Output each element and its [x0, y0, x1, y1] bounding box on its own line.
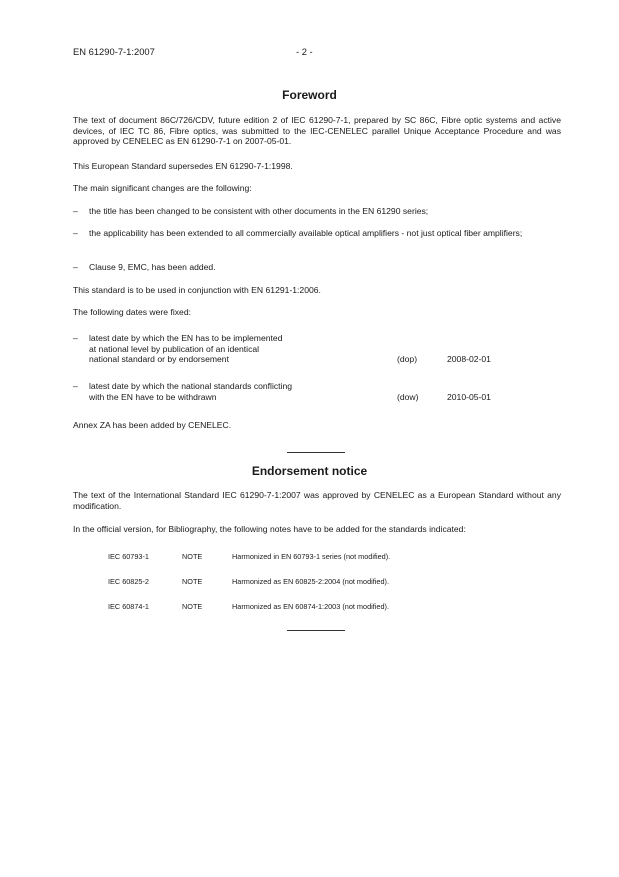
foreword-intro-paragraph: The text of document 86C/726/CDV, future edition 2 of IEC 61290-7-1, prepared by SC 86C, Fibre optic systems and active devices, of IEC TC 86, Fibre optics, was submitted to the IEC-CENELEC parallel Unique Acceptance Procedure and was approved by CENELEC as EN 61290-7-1 on 2007-05-01. [73, 115, 561, 147]
change-item-text: the applicability has been extended to all commercially available optical amplifiers - not just optical fiber amplifiers; [89, 228, 523, 238]
note-standard: IEC 60825-2 [108, 577, 149, 586]
date-item-abbreviation: (dow) [397, 392, 419, 402]
foreword-heading: Foreword [282, 88, 337, 102]
date-item-description [89, 381, 389, 402]
date-item-dop [73, 333, 561, 367]
change-item-text: Clause 9, EMC, has been added. [89, 262, 216, 272]
date-item-date: 2010-05-01 [447, 392, 491, 402]
dash-marker: – [73, 206, 78, 216]
dash-marker: – [73, 262, 78, 272]
date-item-line: with the EN have to be withdrawn [89, 391, 217, 402]
note-text: Harmonized as EN 60825-2:2004 (not modified). [232, 577, 389, 586]
note-label: NOTE [182, 602, 203, 611]
date-item-date: 2008-02-01 [447, 354, 491, 364]
date-item-line: latest date by which the EN has to be implemented [89, 333, 283, 343]
date-item-line: at national level by publication of an identical [89, 343, 260, 354]
bibliography-intro-paragraph: In the official version, for Bibliography, the following notes have to be added for the standards indicated: [73, 524, 466, 534]
bibliography-note-row [108, 602, 528, 612]
dash-marker: – [73, 333, 78, 343]
bibliography-note-row [108, 577, 528, 587]
bibliography-note-row [108, 552, 528, 562]
changes-intro-paragraph: The main significant changes are the following: [73, 183, 252, 193]
dates-intro-paragraph: The following dates were fixed: [73, 307, 191, 317]
note-standard: IEC 60874-1 [108, 602, 149, 611]
supersedes-paragraph: This European Standard supersedes EN 61290-7-1:1998. [73, 161, 293, 171]
dash-marker: – [73, 381, 78, 391]
annex-paragraph: Annex ZA has been added by CENELEC. [73, 420, 232, 430]
change-item [73, 228, 561, 239]
note-text: Harmonized as EN 60874-1:2003 (not modified). [232, 602, 389, 611]
dash-marker: – [73, 228, 78, 238]
header-document-id: EN 61290-7-1:2007 [73, 46, 155, 57]
end-divider [287, 630, 345, 631]
change-item-text: the title has been changed to be consistent with other documents in the EN 61290 series; [89, 206, 429, 216]
note-standard: IEC 60793-1 [108, 552, 149, 561]
header-page-number: - 2 - [296, 46, 313, 57]
note-label: NOTE [182, 577, 203, 586]
change-item [73, 262, 561, 273]
date-item-line: national standard or by endorsement [89, 354, 229, 365]
date-item-line: latest date by which the national standards conflicting [89, 381, 293, 391]
date-item-description [89, 333, 389, 365]
conjunction-paragraph: This standard is to be used in conjunction with EN 61291-1:2006. [73, 285, 321, 295]
note-label: NOTE [182, 552, 203, 561]
endorsement-paragraph: The text of the International Standard IEC 61290-7-1:2007 was approved by CENELEC as a European Standard without any modification. [73, 490, 561, 511]
note-text: Harmonized in EN 60793-1 series (not modified). [232, 552, 391, 561]
section-divider [287, 452, 345, 453]
date-item-abbreviation: (dop) [397, 354, 418, 364]
date-item-dow [73, 381, 561, 415]
change-item [73, 206, 561, 217]
endorsement-heading: Endorsement notice [251, 464, 368, 478]
